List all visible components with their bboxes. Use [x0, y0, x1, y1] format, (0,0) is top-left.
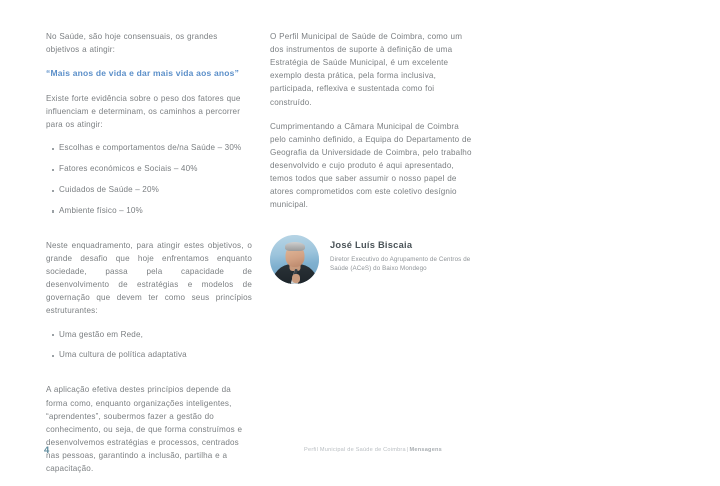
page-number: 4: [44, 445, 50, 456]
signatory-role: Diretor Executivo do Agrupamento de Centros de Saúde (ACeS) do Baixo Mondego: [330, 255, 471, 273]
footer-separator: |: [406, 447, 409, 453]
left-paragraph-2: Existe forte evidência sobre o peso dos fatores que influenciam e determinam, os caminhos a percorrer para os atingir:: [46, 93, 241, 130]
list-item: Uma cultura de política adaptativa: [52, 349, 252, 362]
signatory-name: José Luís Biscaia: [330, 240, 413, 251]
avatar: [270, 235, 319, 284]
left-paragraph-3: Neste enquadramento, para atingir estes objetivos, o grande desafio que hoje enfrentamos enquanto sociedade, passa pela capacidade de desenvolvimento de estratégias e modelos de governação que devem ter como seus princípios estruturantes:: [46, 240, 252, 316]
avatar-hand: [292, 274, 300, 283]
footer-section: Mensagens: [409, 447, 442, 453]
avatar-hair: [285, 242, 305, 251]
signature-block: [270, 235, 476, 284]
left-column: [46, 30, 252, 486]
right-column: [270, 30, 476, 284]
left-paragraph-1: No Saúde, são hoje consensuais, os grandes objetivos a atingir:: [46, 32, 218, 55]
footer-brand: [304, 447, 442, 453]
spacer: [46, 229, 252, 239]
list-item: Uma gestão em Rede,: [52, 329, 252, 342]
list-item: Escolhas e comportamentos de/na Saúde – 30%: [52, 142, 252, 155]
footer-brand-title: Perfil Municipal de Saúde de Coimbra: [304, 447, 406, 453]
page-footer: [0, 437, 720, 477]
page-content: [46, 30, 476, 486]
left-paragraph-4: A aplicação efetiva destes princípios depende da forma como, enquanto organizações inteligentes, “aprendentes”, soubermos fazer a gestão do conhecimento, ou seja, de que forma construímos e desenvolvemos estratégias e processos, centrados nas pessoas, garantindo a inclusão, partilha e a capacitação.: [46, 385, 243, 474]
spacer: [46, 373, 252, 383]
signature-text: [330, 235, 476, 273]
determinants-list: [46, 142, 252, 218]
list-item: Cuidados de Saúde – 20%: [52, 184, 252, 197]
highlight-quote: “Mais anos de vida e dar mais vida aos anos”: [46, 68, 240, 79]
principles-list: [46, 329, 252, 363]
list-item: Fatores económicos e Sociais – 40%: [52, 163, 252, 176]
list-item: Ambiente físico – 10%: [52, 205, 252, 218]
right-paragraph-2: Cumprimentando a Câmara Municipal de Coimbra pelo caminho definido, a Equipa do Departamento de Geografia da Universidade de Coimbra, pelo trabalho desenvolvido e cujo produto é aqui apresentado, temos todos que saber assumir o nosso papel de atores comprometidos com este coletivo desígnio municipal.: [270, 121, 472, 210]
right-paragraph-1: O Perfil Municipal de Saúde de Coimbra, como um dos instrumentos de suporte à definição de uma Estratégia de Saúde Municipal, é um excelente exemplo desta prática, pela forma inclusiva, participada, reflexiva e sustentada como foi construído.: [270, 32, 463, 107]
